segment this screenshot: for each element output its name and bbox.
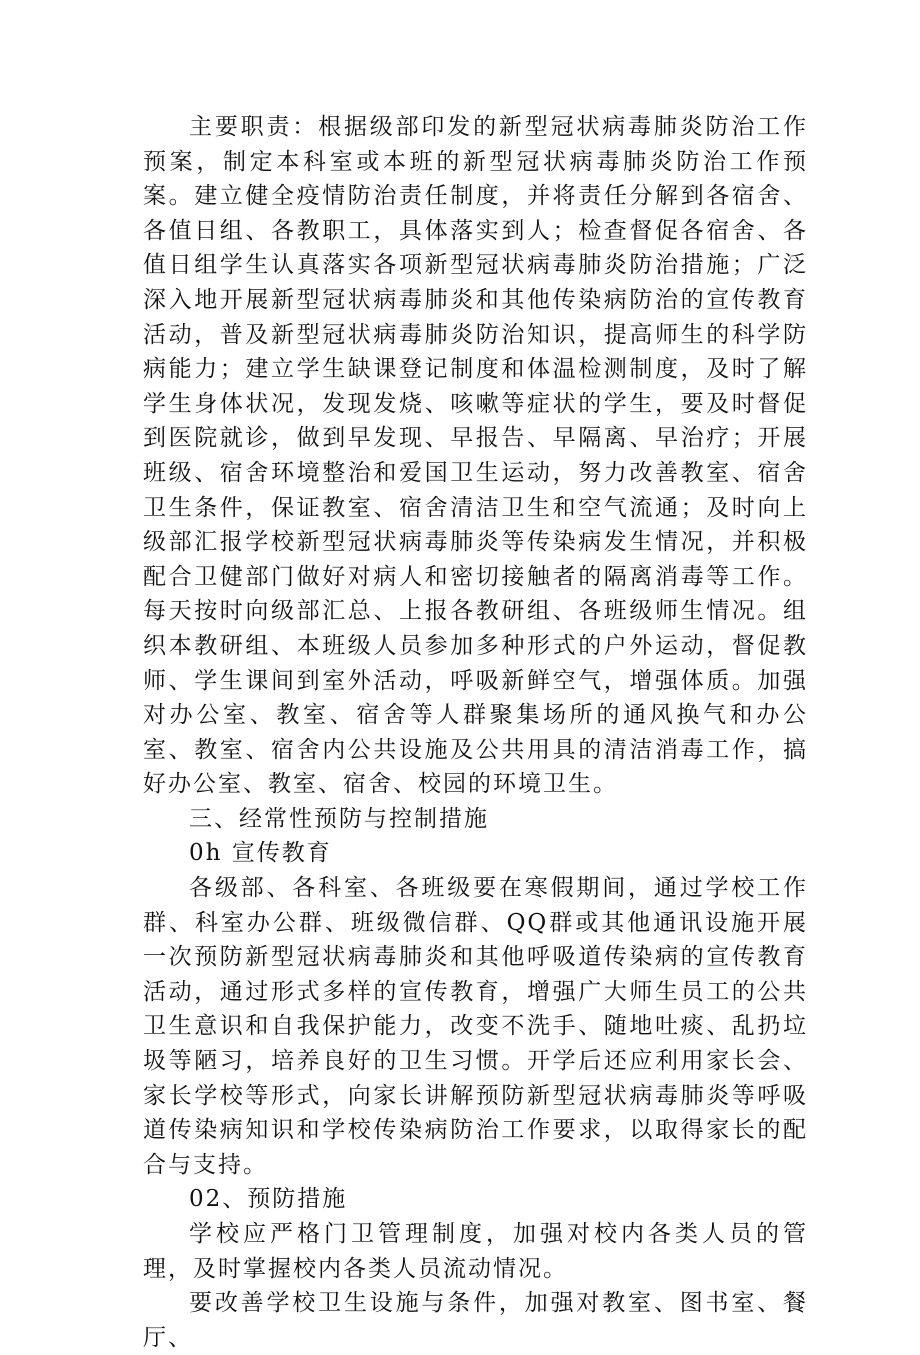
section-heading-prevention: 三、经常性预防与控制措施 [189, 805, 489, 832]
paragraph-publicity: 各级部、各科室、各班级要在寒假期间，通过学校工作群、科室办公群、班级微信群、QQ群或其他通讯设施开展一次预防新型冠状病毒肺炎和其他呼吸道传染病的宣传教育活动，通过形式多样的宣传教育，增强广大师生员工的公共卫生意识和自我保护能力，改变不洗手、随地吐痰、乱扔垃圾等陋习，培养良好的卫生习惯。开学后还应利用家长会、家长学校等形式，向家长讲解预防新型冠状病毒肺炎等呼吸道传染病知识和学校传染病防治工作要求，以取得家长的配合与支持。 [143, 875, 808, 1178]
paragraph-duties: 主要职责：根据级部印发的新型冠状病毒肺炎防治工作预案，制定本科室或本班的新型冠状病毒肺炎防治工作预案。建立健全疫情防治责任制度，并将责任分解到各宿舍、各值日组、各教职工，具体落实到人；检查督促各宿舍、各值日组学生认真落实各项新型冠状病毒肺炎防治措施；广泛深入地开展新型冠状病毒肺炎和其他传染病防治的宣传教育活动，普及新型冠状病毒肺炎防治知识，提高师生的科学防病能力；建立学生缺课登记制度和体温检测制度，及时了解学生身体状况，发现发烧、咳嗽等症状的学生，要及时督促到医院就诊，做到早发现、早报告、早隔离、早治疗；开展班级、宿舍环境整治和爱国卫生运动，努力改善教室、宿舍卫生条件，保证教室、宿舍清洁卫生和空气流通；及时向上级部汇报学校新型冠状病毒肺炎等传染病发生情况，并积极配合卫健部门做好对病人和密切接触者的隔离消毒等工作。每天按时向级部汇总、上报各教研组、各班级师生情况。组织本教研组、本班级人员参加多种形式的户外运动，督促教师、学生课间到室外活动，呼吸新鲜空气，增强体质。加强对办公室、教室、宿舍等人群聚集场所的通风换气和办公室、教室、宿舍内公共设施及公共用具的清洁消毒工作，搞好办公室、教室、宿舍、校园的环境卫生。 [143, 114, 808, 798]
paragraph-facilities: 要改善学校卫生设施与条件，加强对教室、图书室、餐厅、 [143, 1290, 808, 1351]
paragraph-gate-management: 学校应严格门卫管理制度，加强对校内各类人员的管理，及时掌握校内各类人员流动情况。 [143, 1221, 808, 1282]
subheading-publicity: 0h 宣传教育 [189, 840, 332, 867]
subheading-measures: 02、预防措施 [189, 1186, 348, 1213]
document-body [143, 110, 808, 1355]
